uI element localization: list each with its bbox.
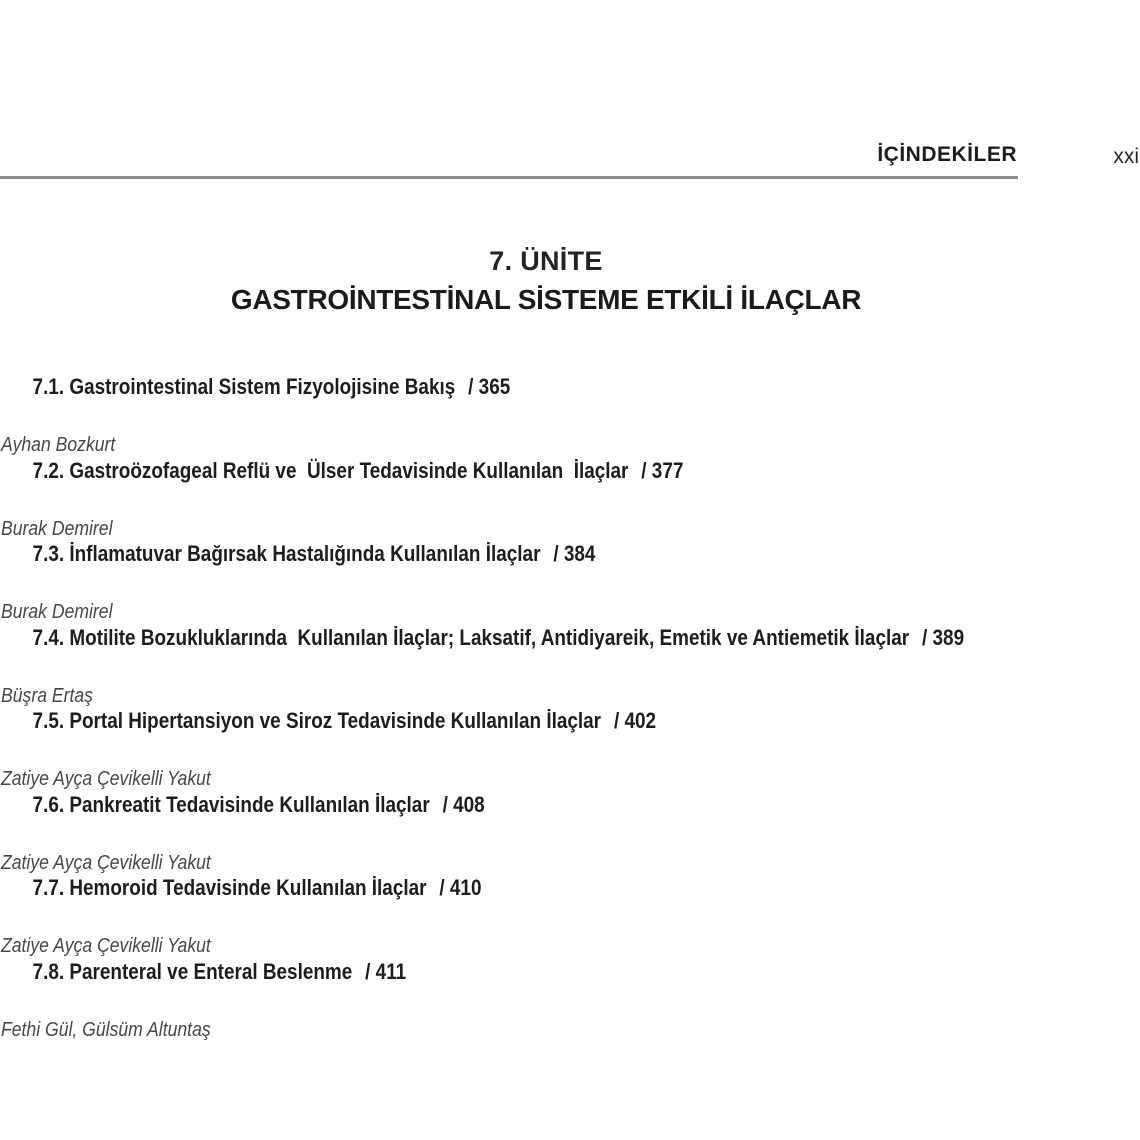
entry-page: / 410 bbox=[439, 875, 482, 900]
entry-title-text: İnflamatuvar Bağırsak Hastalığında Kullanılan İlaçlar bbox=[69, 541, 541, 566]
entry-number: 7.8. bbox=[32, 958, 70, 984]
entry-title bbox=[1, 348, 972, 426]
entry-page: / 402 bbox=[613, 708, 657, 733]
entry-authors: Burak Demirel bbox=[1, 601, 113, 623]
toc-entry bbox=[1, 432, 1130, 540]
toc-entry bbox=[1, 849, 1130, 957]
entry-title-text: Parenteral ve Enteral Beslenme bbox=[69, 958, 353, 984]
entry-title bbox=[1, 682, 972, 760]
entry-number: 7.1. bbox=[32, 374, 70, 399]
entry-title bbox=[1, 933, 972, 1011]
entry-title bbox=[1, 766, 972, 844]
header-rule-divider bbox=[0, 176, 1018, 179]
entry-page: / 384 bbox=[553, 541, 596, 566]
entry-authors: Ayhan Bozkurt bbox=[1, 434, 116, 456]
entry-title bbox=[1, 599, 972, 677]
toc-entry bbox=[1, 599, 1130, 707]
entry-title bbox=[1, 432, 972, 510]
entry-number: 7.2. bbox=[32, 457, 70, 483]
toc-header-label: İÇİNDEKİLER bbox=[877, 143, 1017, 166]
entry-title-text: Gastrointestinal Sistem Fizyolojisine Bakış bbox=[69, 374, 456, 399]
entry-number: 7.4. bbox=[32, 624, 70, 650]
entry-authors: Fethi Gül, Gülsüm Altuntaş bbox=[1, 1018, 211, 1041]
entry-title-text: Portal Hipertansiyon ve Siroz Tedavisinde Kullanılan İlaçlar bbox=[69, 708, 602, 733]
entry-authors: Zatiye Ayça Çevikelli Yakut bbox=[1, 935, 211, 957]
toc-entry bbox=[1, 348, 1130, 456]
entry-authors: Zatiye Ayça Çevikelli Yakut bbox=[1, 768, 211, 790]
toc-entry bbox=[1, 682, 1130, 790]
entry-page: / 411 bbox=[365, 958, 407, 984]
entry-title-text: Motilite Bozukluklarında Kullanılan İlaçlar; Laksatif, Antidiyareik, Emetik ve Antiemetik İlaçlar bbox=[69, 624, 910, 650]
toc-entry bbox=[1, 515, 1130, 623]
toc-entry bbox=[1, 933, 1130, 1041]
entry-page: / 377 bbox=[641, 457, 684, 483]
entry-number: 7.6. bbox=[32, 791, 70, 817]
entry-page: / 408 bbox=[442, 791, 485, 817]
toc-entries bbox=[1, 348, 1130, 1041]
unit-title: GASTROİNTESTİNAL SİSTEME ETKİLİ İLAÇLAR bbox=[230, 284, 862, 315]
entry-authors: Büşra Ertaş bbox=[1, 684, 93, 707]
entry-title bbox=[1, 849, 972, 927]
entry-number: 7.3. bbox=[32, 541, 70, 566]
entry-page: / 365 bbox=[468, 374, 511, 399]
entry-title-text: Gastroözofageal Reflü ve Ülser Tedavisinde Kullanılan İlaçlar bbox=[69, 457, 629, 483]
entry-number: 7.7. bbox=[32, 875, 70, 900]
entry-page: / 389 bbox=[922, 624, 965, 650]
entry-authors: Zatiye Ayça Çevikelli Yakut bbox=[1, 851, 211, 874]
unit-heading-block bbox=[0, 246, 1092, 316]
entry-title bbox=[1, 515, 972, 593]
unit-number: 7. ÜNİTE bbox=[489, 246, 603, 276]
toc-entry bbox=[1, 766, 1130, 874]
page-number: xxi bbox=[1113, 145, 1139, 168]
entry-title-text: Hemoroid Tedavisinde Kullanılan İlaçlar bbox=[69, 875, 427, 900]
entry-number: 7.5. bbox=[32, 708, 70, 733]
entry-title-text: Pankreatit Tedavisinde Kullanılan İlaçlar bbox=[69, 791, 430, 817]
entry-authors: Burak Demirel bbox=[1, 517, 113, 540]
